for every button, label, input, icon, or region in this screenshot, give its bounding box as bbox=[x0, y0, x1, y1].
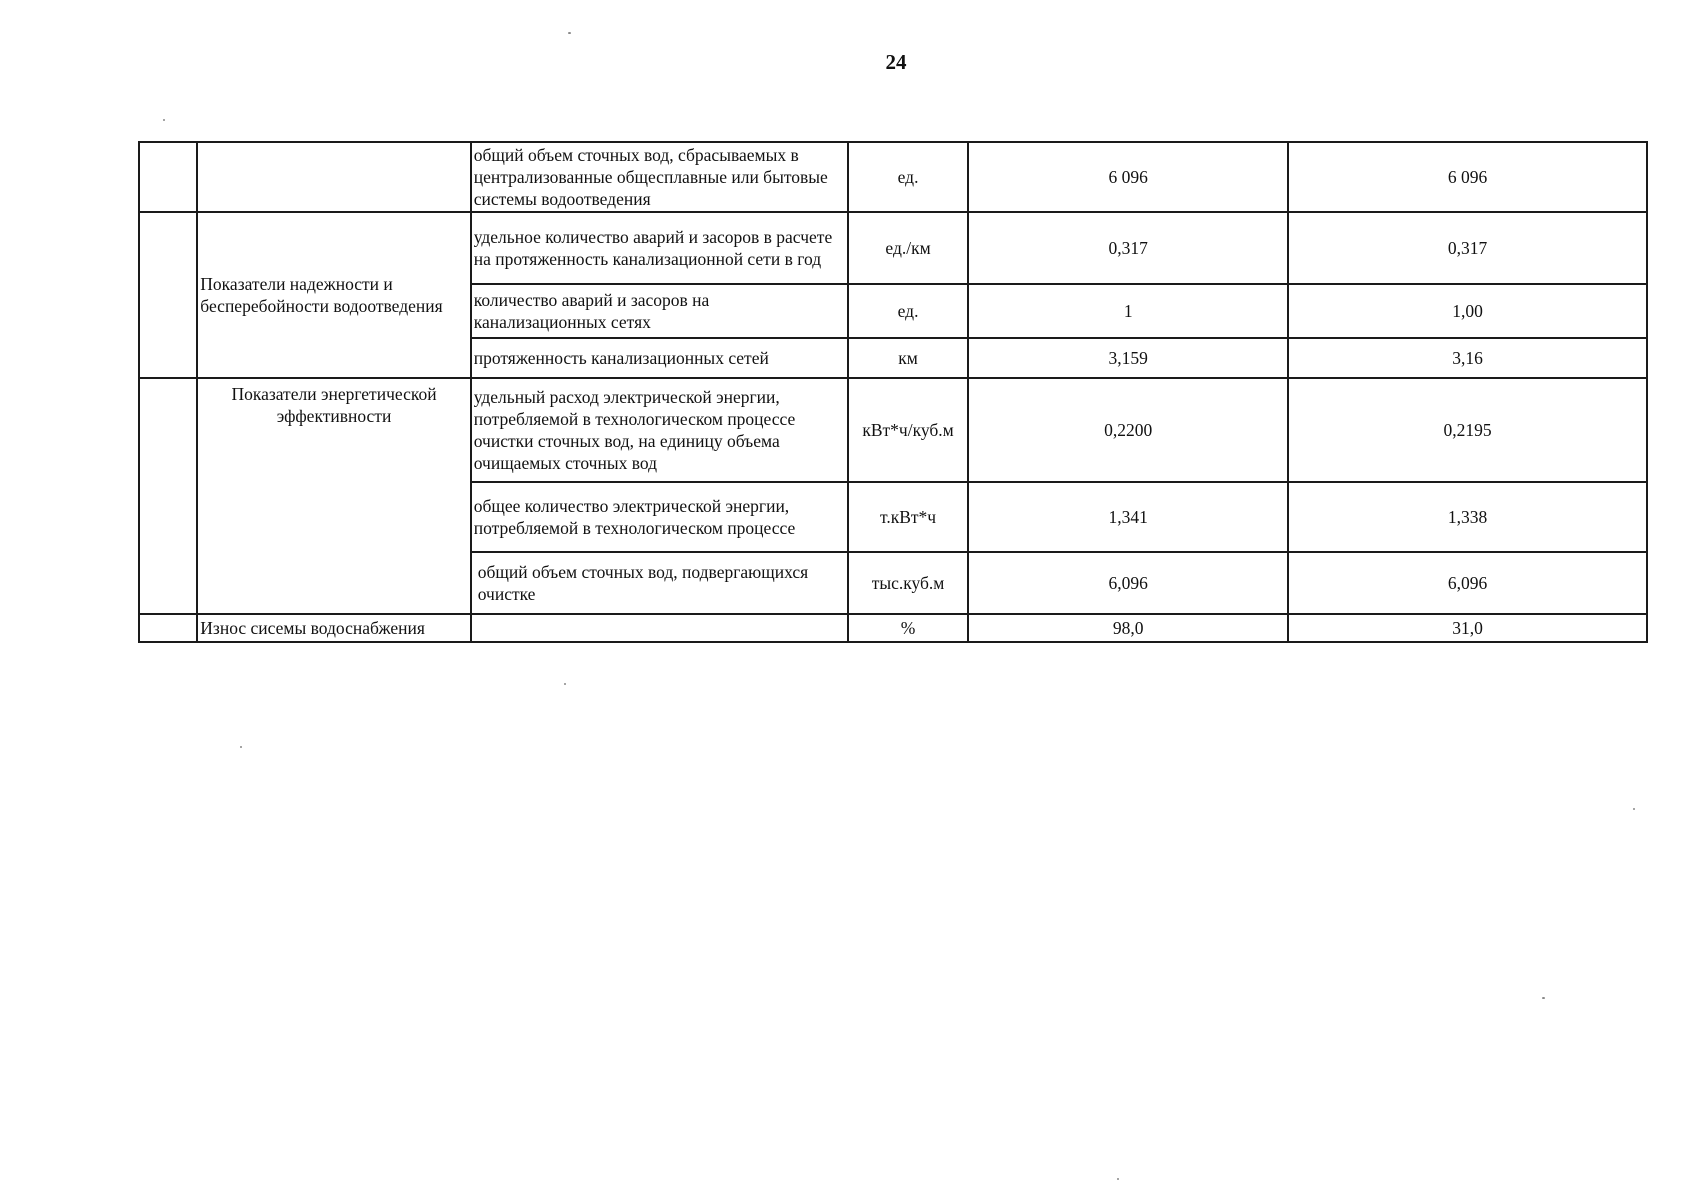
table-row bbox=[139, 142, 1647, 212]
group-cell: Износ сисемы водоснабжения bbox=[197, 614, 470, 642]
value-1-cell: 6 096 bbox=[968, 142, 1288, 212]
row-number-cell bbox=[139, 212, 197, 378]
scan-speck bbox=[1542, 997, 1545, 999]
unit-cell: % bbox=[848, 614, 969, 642]
value-2-cell: 6,096 bbox=[1288, 552, 1647, 614]
scan-speck bbox=[1633, 808, 1635, 810]
value-2-cell: 3,16 bbox=[1288, 338, 1647, 378]
value-2-cell: 6 096 bbox=[1288, 142, 1647, 212]
value-2-cell: 0,317 bbox=[1288, 212, 1647, 284]
indicator-cell: протяженность канализационных сетей bbox=[471, 338, 848, 378]
indicator-cell: общий объем сточных вод, сбрасываемых в централизованные общесплавные или бытовые системы водоотведения bbox=[471, 142, 848, 212]
scan-speck bbox=[1117, 1178, 1119, 1180]
row-number-cell bbox=[139, 142, 197, 212]
unit-cell: км bbox=[848, 338, 969, 378]
unit-cell: т.кВт*ч bbox=[848, 482, 969, 552]
indicator-cell bbox=[471, 614, 848, 642]
group-cell-reliability: Показатели надежности и бесперебойности водоотведения bbox=[197, 212, 470, 378]
value-1-cell: 3,159 bbox=[968, 338, 1288, 378]
indicator-cell: удельное количество аварий и засоров в расчете на протяженность канализационной сети в год bbox=[471, 212, 848, 284]
value-2-cell: 1,00 bbox=[1288, 284, 1647, 338]
value-1-cell: 98,0 bbox=[968, 614, 1288, 642]
scan-speck bbox=[163, 119, 165, 121]
value-1-cell: 1 bbox=[968, 284, 1288, 338]
value-1-cell: 6,096 bbox=[968, 552, 1288, 614]
value-2-cell: 1,338 bbox=[1288, 482, 1647, 552]
table-row bbox=[139, 614, 1647, 642]
table-row bbox=[139, 212, 1647, 284]
value-1-cell: 0,317 bbox=[968, 212, 1288, 284]
value-1-cell: 0,2200 bbox=[968, 378, 1288, 482]
indicator-cell: общий объем сточных вод, подвергающихся очистке bbox=[471, 552, 848, 614]
indicator-cell: удельный расход электрической энергии, потребляемой в технологическом процессе очистки сточных вод, на единицу объема очищаемых сточных вод bbox=[471, 378, 848, 482]
unit-cell: кВт*ч/куб.м bbox=[848, 378, 969, 482]
scan-speck bbox=[568, 32, 571, 34]
table-row bbox=[139, 378, 1647, 482]
unit-cell: ед./км bbox=[848, 212, 969, 284]
indicator-cell: количество аварий и засоров на канализационных сетях bbox=[471, 284, 848, 338]
scan-speck bbox=[240, 746, 242, 748]
value-2-cell: 31,0 bbox=[1288, 614, 1647, 642]
scan-speck bbox=[564, 683, 566, 685]
group-cell bbox=[197, 142, 470, 212]
indicators-table bbox=[138, 141, 1648, 643]
page-number: 24 bbox=[885, 50, 907, 74]
unit-cell: ед. bbox=[848, 284, 969, 338]
indicator-cell: общее количество электрической энергии, потребляемой в технологическом процессе bbox=[471, 482, 848, 552]
row-number-cell bbox=[139, 614, 197, 642]
group-cell-energy: Показатели энергетической эффективности bbox=[197, 378, 470, 614]
value-1-cell: 1,341 bbox=[968, 482, 1288, 552]
row-number-cell bbox=[139, 378, 197, 614]
value-2-cell: 0,2195 bbox=[1288, 378, 1647, 482]
unit-cell: ед. bbox=[848, 142, 969, 212]
unit-cell: тыс.куб.м bbox=[848, 552, 969, 614]
